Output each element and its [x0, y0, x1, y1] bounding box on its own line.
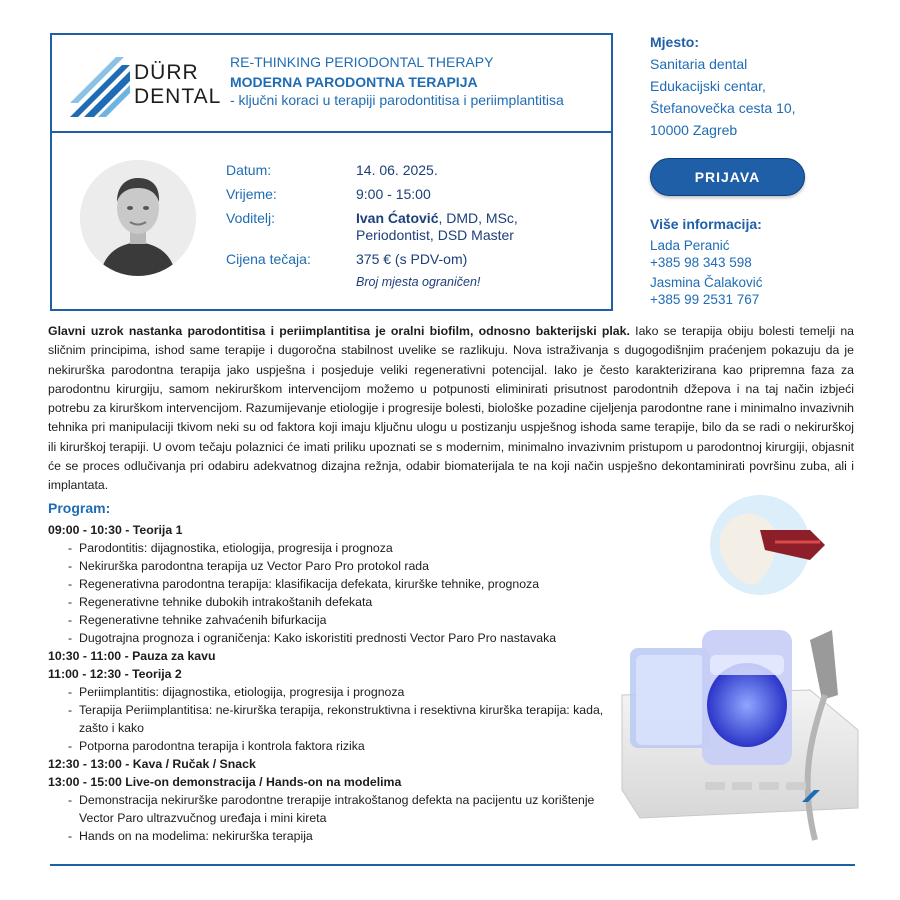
- program-block-title: 12:30 - 13:00 - Kava / Ručak / Snack: [48, 757, 256, 771]
- contact-name: Lada Peranić: [650, 238, 730, 253]
- durr-dental-logo: [70, 57, 240, 117]
- program-item: - Regenerativne tehnike dubokih intrakoštanih defekata: [68, 595, 373, 609]
- date-label: Datum:: [226, 162, 272, 178]
- program-item: - Demonstracija nekirurške parodontne trerapije intrakoštanog defekta na pacijentu uz korištenje Vector Paro ultrazvučnog uređaja i mini kireta: [68, 793, 595, 825]
- program-block-title: 10:30 - 11:00 - Pauza za kavu: [48, 649, 216, 663]
- intro-body: Iako se terapija obiju bolesti temelji na sličnim principima, ishod same terapije i dugoročna stabilnost uvelike se razlikuju. Nova istraživanja s dugogodišnjim praćenjem pokazuju da je nekirurška parodontna terapija jako uspješna i posjeduje veliki regenerativni potencijal. Iako je često karakterizirana kao pripremna faza za parodontnu kirurgiju, samom nekirurškom intervencijom možemo u potpunosti eliminirati prisutnost parodontnih džepova i na taj način izbjeći potrebu za kirurškom intervencijom. Razumijevanje etiologije i progresije bolesti, biološke pozadine cijeljenja parodontne rane i minimalno invazivnih tehnika pri manipulaciji tkivom neki su od faktora koji imaju ključnu ulogu u postizanju uspješnog ishoda same terapije, bilo da se radi o nekirurškoj ili kirurškoj terapiji. U ovom tečaju polaznici će imati priliku upoznati se s modernim, minimalno invazivnim pristupom u parodontnoj kirurgiji, objasnit će se proces odlučivanja pri odabiru adekvatnog dizajna režnja, odabir biomaterijala te na koji način uspješno dekontaminirati površinu zuba, ali i implantata.: [48, 324, 854, 493]
- instructor-photo: [80, 160, 196, 276]
- program-block-title: 13:00 - 15:00 Live-on demonstracija / Hands-on na modelima: [48, 775, 402, 789]
- lead-titles: , DMD, MSc,: [438, 210, 518, 226]
- course-header: [52, 35, 611, 133]
- limited-seats-note: Broj mjesta ograničen!: [356, 275, 481, 289]
- program-item: - Parodontitis: dijagnostika, etiologija, progresija i prognoza: [68, 541, 393, 555]
- program-item: - Regenerativna parodontna terapija: klasifikacija defekata, kirurške tehnike, prognoza: [68, 577, 540, 591]
- course-pretitle: RE-THINKING PERIODONTAL THERAPY: [230, 54, 494, 70]
- program-item: - Hands on na modelima: nekirurška terapija: [68, 829, 313, 843]
- venue-address: [650, 53, 870, 141]
- program-item: - Potporna parodontna terapija i kontrola faktora rizika: [68, 739, 365, 753]
- lead-name: Ivan Ćatović: [356, 210, 439, 226]
- contact-phone[interactable]: +385 99 2531 767: [650, 292, 760, 307]
- logo-mark-icon: [70, 57, 130, 117]
- program-item: - Nekirurška parodontna terapija uz Vector Paro Pro protokol rada: [68, 559, 429, 573]
- time-value: 9:00 - 15:00: [356, 186, 431, 202]
- lead-titles-2: Periodontist, DSD Master: [356, 227, 514, 243]
- venue-line: 10000 Zagreb: [650, 122, 738, 138]
- course-card: [50, 33, 613, 311]
- bottom-divider: [50, 864, 855, 866]
- course-title-block: [230, 53, 610, 109]
- lead-label: Voditelj:: [226, 210, 276, 226]
- logo-line-2: DENTAL: [134, 85, 222, 108]
- intro-paragraph: [48, 322, 854, 496]
- program-item: - Regenerativne tehnike zahvaćenih bifurkacija: [68, 613, 327, 627]
- program-list: [48, 521, 628, 845]
- lead-value: [356, 210, 518, 226]
- program-block-title: 11:00 - 12:30 - Teorija 2: [48, 667, 182, 681]
- logo-line-1: DÜRR: [134, 61, 199, 84]
- course-subtitle: - ključni koraci u terapiji parodontitisa i periimplantitisa: [230, 92, 564, 108]
- logo-wordmark: [134, 61, 221, 109]
- contact-name: Jasmina Čalaković: [650, 275, 763, 290]
- program-item: - Periimplantitis: dijagnostika, etiologija, progresija i prognoza: [68, 685, 405, 699]
- more-info-heading: Više informacija:: [650, 216, 762, 232]
- venue-line: Sanitaria dental: [650, 56, 748, 72]
- more-info-block: [650, 215, 870, 308]
- venue-block: [650, 33, 870, 141]
- venue-line: Štefanovečka cesta 10,: [650, 100, 796, 116]
- vector-paro-device-image: [610, 490, 870, 850]
- intro-lead: Glavni uzrok nastanka parodontitisa i periimplantitisa je oralni biofilm, odnosno bakterijski plak.: [48, 324, 630, 338]
- program-heading: Program:: [48, 500, 111, 516]
- date-value: 14. 06. 2025.: [356, 162, 438, 178]
- time-label: Vrijeme:: [226, 186, 277, 202]
- program-block-title: 09:00 - 10:30 - Teorija 1: [48, 523, 183, 537]
- venue-heading: Mjesto:: [650, 34, 699, 50]
- venue-line: Edukacijski centar,: [650, 78, 766, 94]
- register-button[interactable]: PRIJAVA: [650, 158, 805, 196]
- contact-phone[interactable]: +385 98 343 598: [650, 255, 752, 270]
- price-label: Cijena tečaja:: [226, 251, 311, 267]
- price-value: 375 € (s PDV-om): [356, 251, 468, 267]
- course-title: MODERNA PARODONTNA TERAPIJA: [230, 74, 478, 90]
- program-item: - Terapija Periimplantitisa: ne-kirurška terapija, rekonstruktivna i resektivna kirurška terapija: kada, zašto i kako: [68, 703, 604, 735]
- program-item: - Dugotrajna prognoza i ograničenja: Kako iskoristiti prednosti Vector Paro Pro nastavaka: [68, 631, 557, 645]
